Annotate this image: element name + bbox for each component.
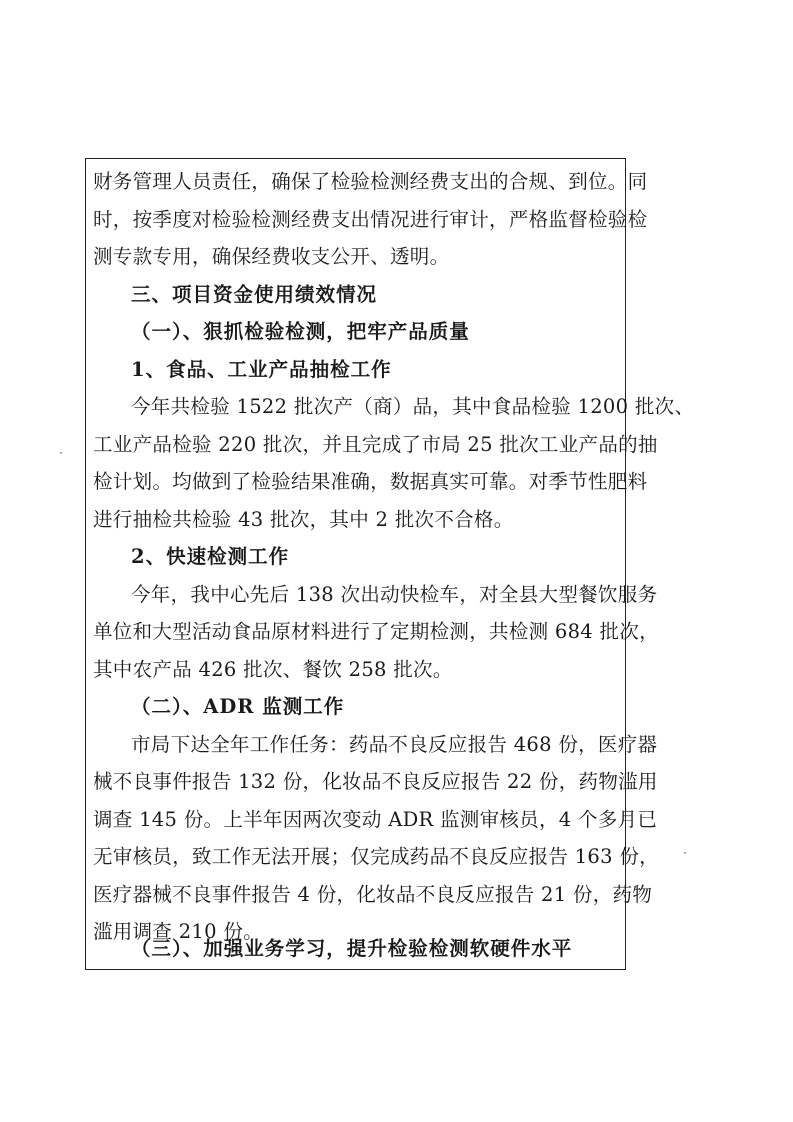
scan-speck xyxy=(60,452,62,454)
paragraph-line: 时，按季度对检验检测经费支出情况进行审计，严格监督检验检 xyxy=(93,208,648,231)
item-heading: 2、快速检测工作 xyxy=(131,545,290,568)
section-heading: 三、项目资金使用绩效情况 xyxy=(131,283,378,306)
paragraph-line: 进行抽检共检验 43 批次，其中 2 批次不合格。 xyxy=(93,508,514,531)
paragraph-line: 单位和大型活动食品原材料进行了定期检测，共检测 684 批次， xyxy=(93,620,659,643)
paragraph-line: 械不良事件报告 132 份，化妆品不良反应报告 22 份，药物滥用 xyxy=(93,770,658,793)
paragraph-line: 财务管理人员责任，确保了检验检测经费支出的合规、到位。同 xyxy=(93,170,648,193)
paragraph-line: 其中农产品 426 批次、餐饮 258 批次。 xyxy=(93,658,453,681)
paragraph-line: 滥用调查 210 份。 xyxy=(93,920,263,943)
paragraph-line: 今年，我中心先后 138 次出动快检车，对全县大型餐饮服务 xyxy=(131,583,658,606)
item-heading: 1、食品、工业产品抽检工作 xyxy=(131,358,392,381)
subsection-heading: （三）、加强业务学习，提升检验检测软硬件水平 xyxy=(131,937,573,960)
paragraph-line: 市局下达全年工作任务：药品不良反应报告 468 份，医疗器 xyxy=(131,733,658,756)
paragraph-line: 今年共检验 1522 批次产（商）品，其中食品检验 1200 批次、 xyxy=(131,395,695,418)
paragraph-line: 医疗器械不良事件报告 4 份，化妆品不良反应报告 21 份，药物 xyxy=(93,883,653,906)
paragraph-line: 检计划。均做到了检验结果准确，数据真实可靠。对季节性肥料 xyxy=(93,470,648,493)
subsection-heading: （一）、狠抓检验检测，把牢产品质量 xyxy=(131,320,470,343)
paragraph-line: 无审核员，致工作无法开展；仅完成药品不良反应报告 163 份， xyxy=(93,845,659,868)
paragraph-line: 工业产品检验 220 批次，并且完成了市局 25 批次工业产品的抽 xyxy=(93,433,658,456)
paragraph-line: 调查 145 份。上半年因两次变动 ADR 监测审核员，4 个多月已 xyxy=(93,808,658,831)
subsection-heading: （二）、ADR 监测工作 xyxy=(131,695,345,718)
paragraph-line: 测专款专用，确保经费收支公开、透明。 xyxy=(93,245,450,268)
scan-speck xyxy=(684,852,686,854)
